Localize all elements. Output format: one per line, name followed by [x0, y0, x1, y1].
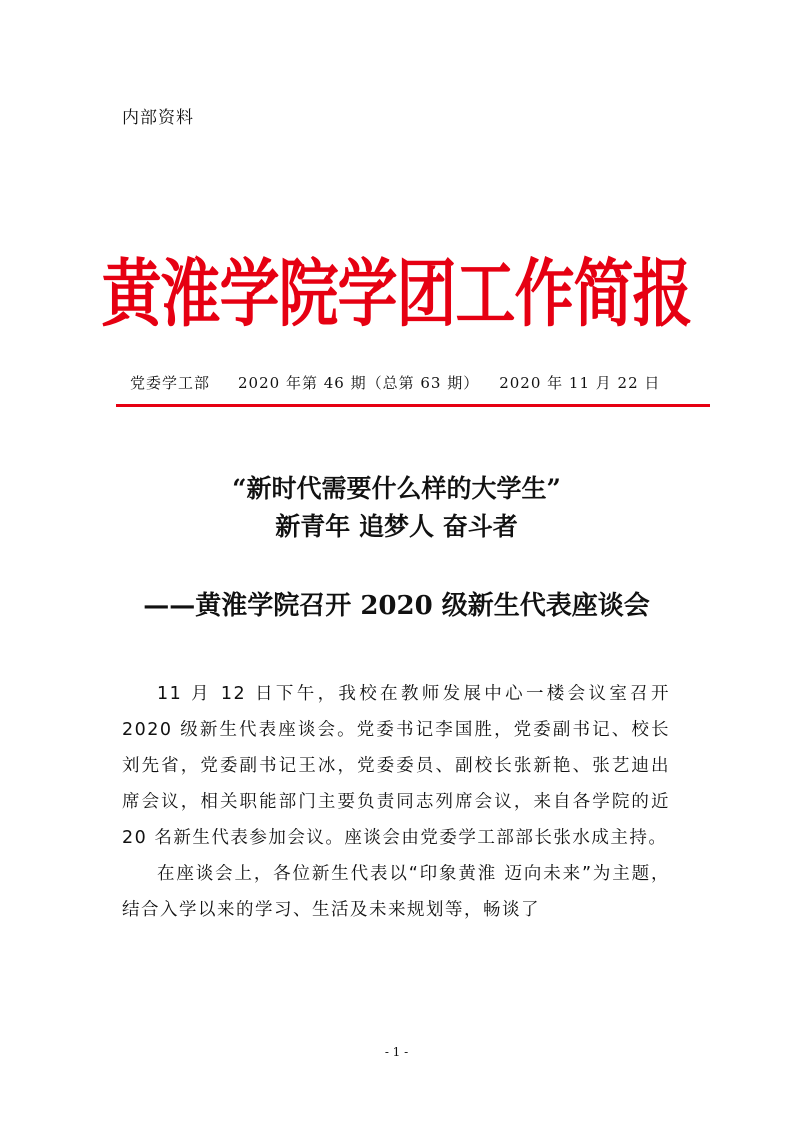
article-headline-line-1: “新时代需要什么样的大学生”: [232, 474, 561, 503]
article-paragraph: 11 月 12 日下午，我校在教师发展中心一楼会议室召开 2020 级新生代表座谈会。党委书记李国胜，党委副书记、校长刘先省，党委副书记王冰，党委委员、副校长张新艳、张艺迪出席会议，相关职能部门主要负责同志列席会议，来自各学院的近 20 名新生代表参加会议。座谈会由党委学工部部长张水成主持。: [122, 684, 670, 848]
article-subtitle: ——黄淮学院召开 2020 级新生代表座谈会: [143, 591, 650, 621]
red-divider-rule: [116, 404, 710, 407]
department-name: 党委学工部: [130, 374, 211, 392]
issue-info-line: [130, 372, 660, 394]
issue-number: 2020 年第 46 期（总第 63 期）: [238, 374, 480, 392]
internal-material-label: 内部资料: [122, 108, 194, 128]
article-headline-line-2: 新青年 追梦人 奋斗者: [275, 512, 518, 541]
page-number: - 1 -: [384, 1045, 409, 1059]
article-body: [122, 676, 670, 928]
masthead-title: 黄淮学院学团工作简报: [101, 252, 692, 338]
article-paragraph: 在座谈会上，各位新生代表以“印象黄淮 迈向未来”为主题，结合入学以来的学习、生活及未来规划等，畅谈了: [122, 864, 670, 920]
issue-date: 2020 年 11 月 22 日: [499, 374, 661, 392]
